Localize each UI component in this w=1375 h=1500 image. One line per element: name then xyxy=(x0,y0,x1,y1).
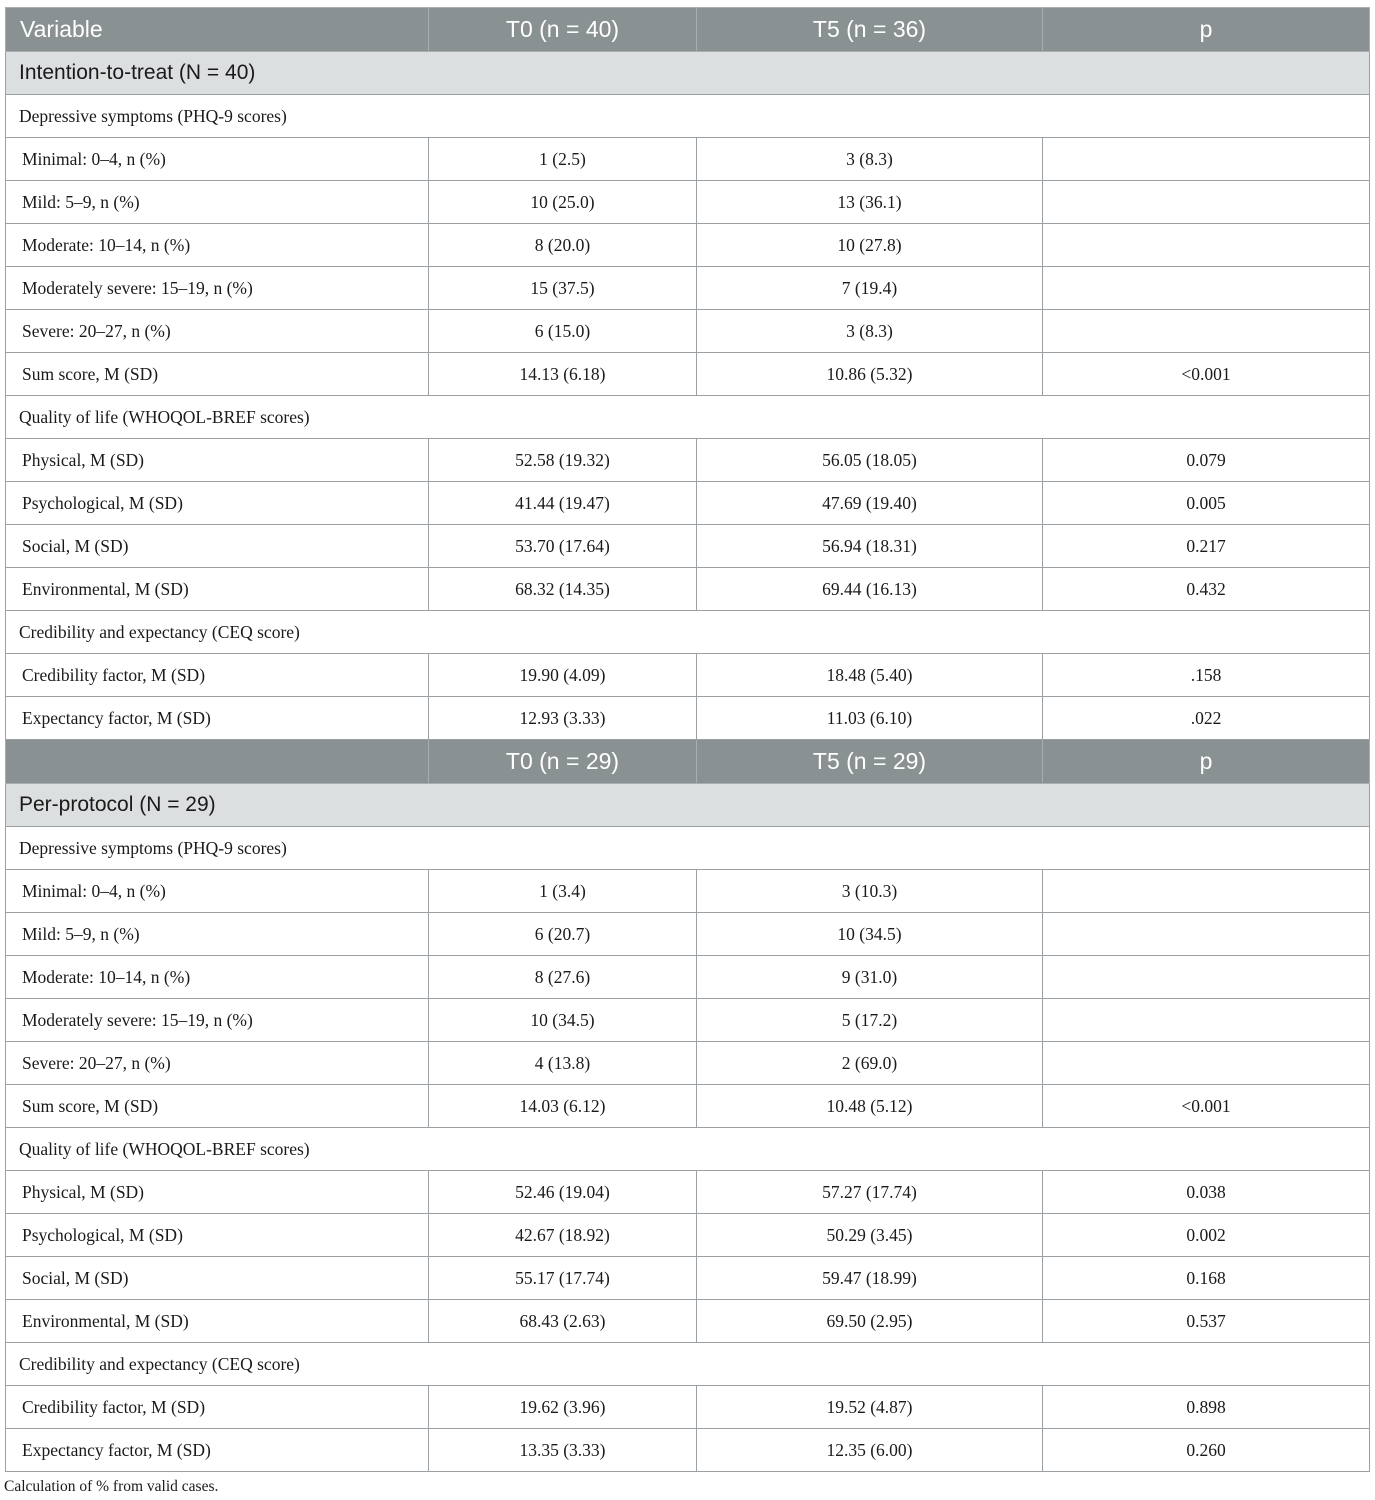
cell-t0: 52.46 (19.04) xyxy=(429,1171,697,1214)
cell-t5: 18.48 (5.40) xyxy=(697,654,1043,697)
cell-p: <0.001 xyxy=(1043,353,1370,396)
cell-p: .158 xyxy=(1043,654,1370,697)
cell-label: Sum score, M (SD) xyxy=(6,1085,429,1128)
table-row xyxy=(6,1386,1370,1429)
cell-label: Physical, M (SD) xyxy=(6,1171,429,1214)
cell-t5: 10 (27.8) xyxy=(697,224,1043,267)
cell-t5: 11.03 (6.10) xyxy=(697,697,1043,740)
cell-label: Moderate: 10–14, n (%) xyxy=(6,224,429,267)
cell-t0: 1 (2.5) xyxy=(429,138,697,181)
cell-t0: 14.13 (6.18) xyxy=(429,353,697,396)
cell-p: 0.168 xyxy=(1043,1257,1370,1300)
cell-label: Physical, M (SD) xyxy=(6,439,429,482)
cell-t0: 42.67 (18.92) xyxy=(429,1214,697,1257)
table-row xyxy=(6,1042,1370,1085)
cell-t5: 3 (8.3) xyxy=(697,310,1043,353)
table-row xyxy=(6,267,1370,310)
header-variable: Variable xyxy=(6,8,429,52)
group-label: Quality of life (WHOQOL-BREF scores) xyxy=(6,1128,1370,1171)
cell-label: Moderate: 10–14, n (%) xyxy=(6,956,429,999)
cell-p xyxy=(1043,310,1370,353)
cell-label: Sum score, M (SD) xyxy=(6,353,429,396)
cell-p: <0.001 xyxy=(1043,1085,1370,1128)
cell-p: 0.079 xyxy=(1043,439,1370,482)
cell-t0: 10 (34.5) xyxy=(429,999,697,1042)
cell-p xyxy=(1043,224,1370,267)
table-row xyxy=(6,1429,1370,1472)
cell-label: Severe: 20–27, n (%) xyxy=(6,1042,429,1085)
table-row xyxy=(6,1171,1370,1214)
cell-t5: 59.47 (18.99) xyxy=(697,1257,1043,1300)
cell-t0: 1 (3.4) xyxy=(429,870,697,913)
section-title-itt: Intention-to-treat (N = 40) xyxy=(6,52,1370,95)
cell-t5: 13 (36.1) xyxy=(697,181,1043,224)
cell-t5: 9 (31.0) xyxy=(697,956,1043,999)
section-row-itt xyxy=(6,52,1370,95)
cell-t0: 8 (27.6) xyxy=(429,956,697,999)
group-row xyxy=(6,611,1370,654)
cell-p: 0.537 xyxy=(1043,1300,1370,1343)
cell-t0: 19.62 (3.96) xyxy=(429,1386,697,1429)
cell-label: Severe: 20–27, n (%) xyxy=(6,310,429,353)
results-table xyxy=(5,7,1370,1472)
cell-p xyxy=(1043,956,1370,999)
cell-t5: 10.48 (5.12) xyxy=(697,1085,1043,1128)
table-row xyxy=(6,224,1370,267)
cell-label: Environmental, M (SD) xyxy=(6,568,429,611)
cell-t5: 2 (69.0) xyxy=(697,1042,1043,1085)
cell-label: Moderately severe: 15–19, n (%) xyxy=(6,267,429,310)
cell-t5: 10.86 (5.32) xyxy=(697,353,1043,396)
table-row xyxy=(6,439,1370,482)
cell-t0: 10 (25.0) xyxy=(429,181,697,224)
header-t5: T5 (n = 36) xyxy=(697,8,1043,52)
cell-p: 0.038 xyxy=(1043,1171,1370,1214)
cell-t5: 3 (10.3) xyxy=(697,870,1043,913)
group-row xyxy=(6,1343,1370,1386)
cell-label: Moderately severe: 15–19, n (%) xyxy=(6,999,429,1042)
cell-p: 0.898 xyxy=(1043,1386,1370,1429)
cell-t5: 69.50 (2.95) xyxy=(697,1300,1043,1343)
cell-label: Social, M (SD) xyxy=(6,525,429,568)
group-row xyxy=(6,396,1370,439)
cell-t0: 68.32 (14.35) xyxy=(429,568,697,611)
cell-t0: 8 (20.0) xyxy=(429,224,697,267)
table-row xyxy=(6,1300,1370,1343)
cell-t5: 56.94 (18.31) xyxy=(697,525,1043,568)
section-row-pp xyxy=(6,784,1370,827)
cell-t5: 57.27 (17.74) xyxy=(697,1171,1043,1214)
cell-p xyxy=(1043,267,1370,310)
cell-p xyxy=(1043,1042,1370,1085)
cell-t5: 5 (17.2) xyxy=(697,999,1043,1042)
header-t0: T0 (n = 40) xyxy=(429,8,697,52)
table-row xyxy=(6,1085,1370,1128)
table-row xyxy=(6,999,1370,1042)
cell-p: 0.217 xyxy=(1043,525,1370,568)
cell-t0: 12.93 (3.33) xyxy=(429,697,697,740)
cell-label: Expectancy factor, M (SD) xyxy=(6,1429,429,1472)
header-t5-pp: T5 (n = 29) xyxy=(697,740,1043,784)
header-row-pp xyxy=(6,740,1370,784)
table-row xyxy=(6,870,1370,913)
table-row xyxy=(6,482,1370,525)
group-label: Depressive symptoms (PHQ-9 scores) xyxy=(6,95,1370,138)
cell-t5: 56.05 (18.05) xyxy=(697,439,1043,482)
cell-p: 0.432 xyxy=(1043,568,1370,611)
cell-p xyxy=(1043,913,1370,956)
table-row xyxy=(6,913,1370,956)
group-label: Depressive symptoms (PHQ-9 scores) xyxy=(6,827,1370,870)
cell-t0: 4 (13.8) xyxy=(429,1042,697,1085)
cell-label: Mild: 5–9, n (%) xyxy=(6,913,429,956)
table-row xyxy=(6,181,1370,224)
cell-p: .022 xyxy=(1043,697,1370,740)
cell-p: 0.260 xyxy=(1043,1429,1370,1472)
cell-t0: 19.90 (4.09) xyxy=(429,654,697,697)
cell-t0: 41.44 (19.47) xyxy=(429,482,697,525)
table-row xyxy=(6,353,1370,396)
table-row xyxy=(6,697,1370,740)
cell-p xyxy=(1043,181,1370,224)
header-p-pp: p xyxy=(1043,740,1370,784)
cell-t0: 53.70 (17.64) xyxy=(429,525,697,568)
cell-p: 0.005 xyxy=(1043,482,1370,525)
table-row xyxy=(6,568,1370,611)
cell-t0: 6 (20.7) xyxy=(429,913,697,956)
cell-label: Minimal: 0–4, n (%) xyxy=(6,138,429,181)
cell-t0: 52.58 (19.32) xyxy=(429,439,697,482)
cell-t5: 12.35 (6.00) xyxy=(697,1429,1043,1472)
cell-t5: 3 (8.3) xyxy=(697,138,1043,181)
cell-p xyxy=(1043,999,1370,1042)
group-label: Credibility and expectancy (CEQ score) xyxy=(6,1343,1370,1386)
group-row xyxy=(6,95,1370,138)
header-row-itt xyxy=(6,8,1370,52)
cell-t0: 55.17 (17.74) xyxy=(429,1257,697,1300)
cell-label: Expectancy factor, M (SD) xyxy=(6,697,429,740)
group-label: Quality of life (WHOQOL-BREF scores) xyxy=(6,396,1370,439)
group-row xyxy=(6,1128,1370,1171)
group-label: Credibility and expectancy (CEQ score) xyxy=(6,611,1370,654)
cell-t5: 47.69 (19.40) xyxy=(697,482,1043,525)
group-row xyxy=(6,827,1370,870)
table-row xyxy=(6,956,1370,999)
cell-label: Psychological, M (SD) xyxy=(6,1214,429,1257)
header-p: p xyxy=(1043,8,1370,52)
table-footnote: Calculation of % from valid cases. xyxy=(4,1478,219,1495)
cell-t0: 14.03 (6.12) xyxy=(429,1085,697,1128)
cell-label: Minimal: 0–4, n (%) xyxy=(6,870,429,913)
cell-t5: 69.44 (16.13) xyxy=(697,568,1043,611)
cell-t0: 15 (37.5) xyxy=(429,267,697,310)
header-variable-pp xyxy=(6,740,429,784)
table-row xyxy=(6,525,1370,568)
cell-label: Social, M (SD) xyxy=(6,1257,429,1300)
table-row xyxy=(6,654,1370,697)
cell-t5: 7 (19.4) xyxy=(697,267,1043,310)
cell-label: Psychological, M (SD) xyxy=(6,482,429,525)
cell-label: Environmental, M (SD) xyxy=(6,1300,429,1343)
cell-t5: 10 (34.5) xyxy=(697,913,1043,956)
header-t0-pp: T0 (n = 29) xyxy=(429,740,697,784)
cell-label: Mild: 5–9, n (%) xyxy=(6,181,429,224)
cell-label: Credibility factor, M (SD) xyxy=(6,654,429,697)
cell-label: Credibility factor, M (SD) xyxy=(6,1386,429,1429)
cell-t5: 19.52 (4.87) xyxy=(697,1386,1043,1429)
cell-t0: 6 (15.0) xyxy=(429,310,697,353)
table-row xyxy=(6,1214,1370,1257)
table-row xyxy=(6,1257,1370,1300)
cell-p xyxy=(1043,138,1370,181)
cell-t0: 13.35 (3.33) xyxy=(429,1429,697,1472)
section-title-pp: Per-protocol (N = 29) xyxy=(6,784,1370,827)
table-row xyxy=(6,310,1370,353)
cell-p: 0.002 xyxy=(1043,1214,1370,1257)
cell-t0: 68.43 (2.63) xyxy=(429,1300,697,1343)
cell-t5: 50.29 (3.45) xyxy=(697,1214,1043,1257)
table-row xyxy=(6,138,1370,181)
cell-p xyxy=(1043,870,1370,913)
